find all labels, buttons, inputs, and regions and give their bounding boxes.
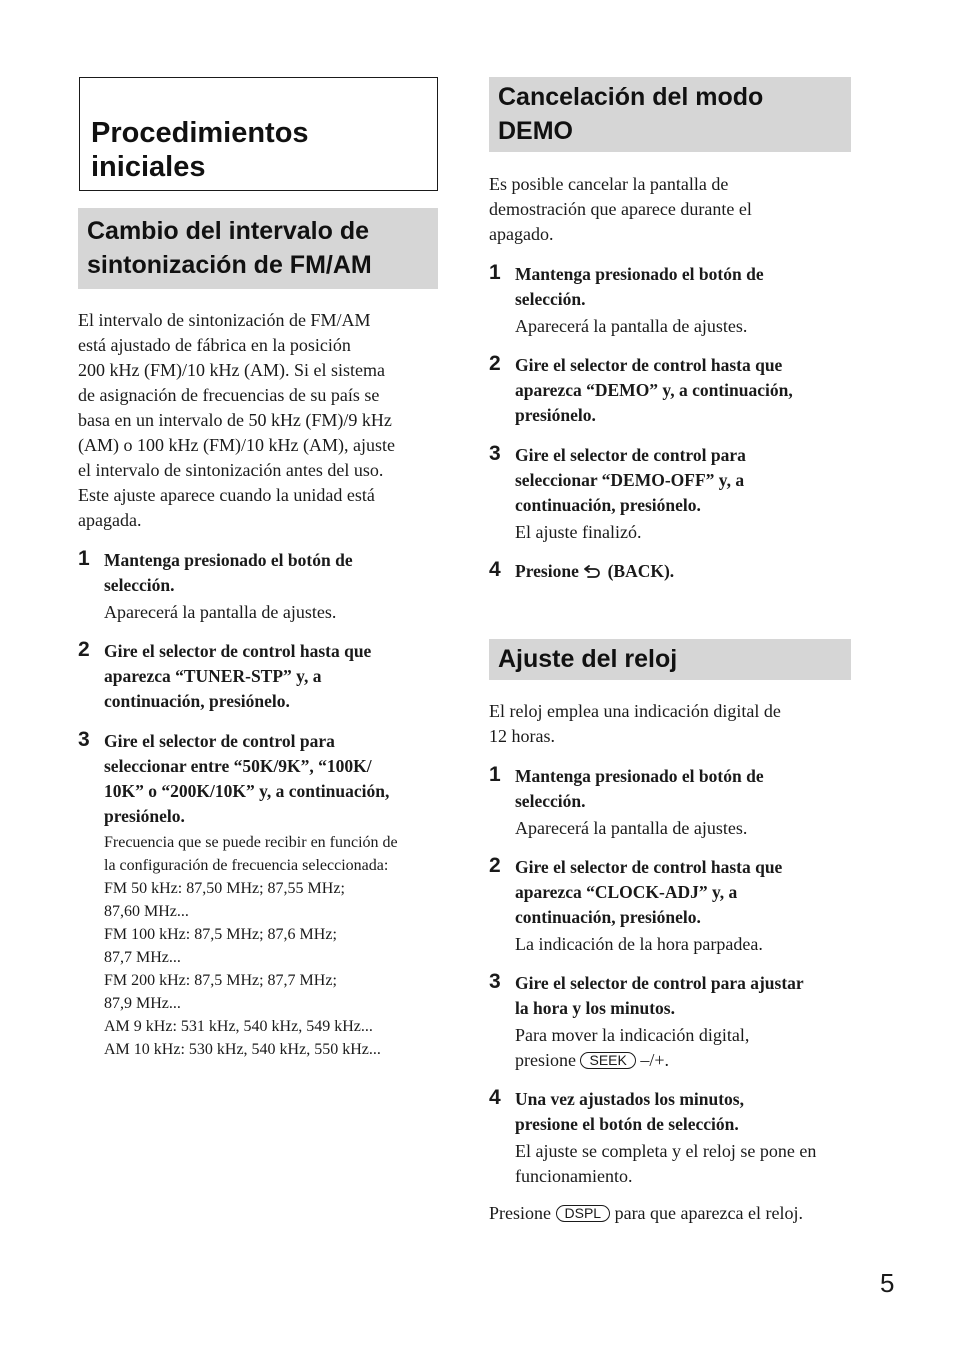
step-instruction: Gire el selector de control hasta que aparezca “CLOCK-ADJ” y, a continuación, presiónelo. xyxy=(515,857,783,927)
clock-footer-note: Presione DSPL para que aparezca el reloj. xyxy=(489,1203,803,1223)
step-instruction: Mantenga presionado el botón de selección. xyxy=(104,550,353,595)
section-heading-clock-text: Ajuste del reloj xyxy=(498,645,678,673)
chapter-title: Procedimientos iniciales xyxy=(91,117,309,183)
section-heading-demo-text: Cancelación del modo DEMO xyxy=(498,83,764,145)
step-number: 4 xyxy=(489,1086,501,1109)
step-result: Aparecerá la pantalla de ajustes. xyxy=(515,818,748,838)
section-heading-clock xyxy=(489,639,851,680)
step-number: 3 xyxy=(489,442,501,465)
tuning-step-3 xyxy=(78,729,438,1061)
step-instruction: Una vez ajustados los minutos, presione el botón de selección. xyxy=(515,1089,744,1134)
frequency-details: Frecuencia que se puede recibir en función de la configuración de frecuencia seleccionada: FM 50 kHz: 87,50 MHz; 87,55 MHz; 87,60 MHz... FM 100 kHz: 87,5 MHz; 87,6 MHz; 87,7 MHz... FM 200 kHz: 87,5 MHz; 87,7 MHz; 87,9 MHz... AM 9 kHz: 531 kHz, 540 kHz, 549 kHz... AM 10 kHz: 530 kHz, 540 kHz, 550 kHz... xyxy=(104,834,398,1058)
step-instruction: Gire el selector de control para seleccionar entre “50K/9K”, “100K/ 10K” o “200K/10K” y, a continuación, presiónelo. xyxy=(104,731,390,826)
step-result: Aparecerá la pantalla de ajustes. xyxy=(104,602,337,622)
demo-step-2 xyxy=(489,353,851,428)
step-result: El ajuste se completa y el reloj se pone en funcionamiento. xyxy=(515,1141,817,1186)
step-instruction: Gire el selector de control hasta que aparezca “TUNER-STP” y, a continuación, presiónelo. xyxy=(104,641,372,711)
section-heading-tuning xyxy=(78,208,438,289)
clock-step-2 xyxy=(489,855,851,957)
dspl-button-label: DSPL xyxy=(556,1205,611,1222)
step-number: 1 xyxy=(78,547,90,570)
demo-intro: Es posible cancelar la pantalla de demostración que aparece durante el apagado. xyxy=(489,174,752,244)
step-instruction: Mantenga presionado el botón de selección. xyxy=(515,264,764,309)
demo-step-3 xyxy=(489,443,851,545)
step-result: Aparecerá la pantalla de ajustes. xyxy=(515,316,748,336)
step-instruction: Gire el selector de control para seleccionar “DEMO-OFF” y, a continuación, presiónelo. xyxy=(515,445,746,515)
step-instruction: Gire el selector de control para ajustar la hora y los minutos. xyxy=(515,973,804,1018)
left-column xyxy=(78,77,438,1061)
step-number: 2 xyxy=(489,854,501,877)
step-number: 1 xyxy=(489,763,501,786)
step-number: 2 xyxy=(78,638,90,661)
back-arrow-icon xyxy=(583,564,603,578)
step-result: Para mover la indicación digital, presione SEEK –/+. xyxy=(515,1025,750,1070)
clock-intro: El reloj emplea una indicación digital de 12 horas. xyxy=(489,701,781,746)
step-result: La indicación de la hora parpadea. xyxy=(515,934,763,954)
right-column xyxy=(489,77,851,1226)
step-instruction: Presione (BACK). xyxy=(515,561,675,581)
step-number: 4 xyxy=(489,558,501,581)
tuning-step-2 xyxy=(78,639,438,714)
section-heading-demo xyxy=(489,77,851,152)
page-number: 5 xyxy=(880,1268,895,1298)
chapter-title-box xyxy=(79,77,438,191)
demo-step-4 xyxy=(489,559,851,584)
tuning-step-1 xyxy=(78,548,438,625)
clock-step-3 xyxy=(489,971,851,1073)
tuning-intro: El intervalo de sintonización de FM/AM está ajustado de fábrica en la posición 200 kHz (FM)/10 kHz (AM). Si el sistema de asignación de frecuencias de su país se basa en un intervalo de 50 kHz (FM)/9 kHz (AM) o 100 kHz (FM)/10 kHz (AM), ajuste el intervalo de sintonización antes del uso. Este ajuste aparece cuando la unidad está apagada. xyxy=(78,310,395,530)
demo-step-1 xyxy=(489,262,851,339)
seek-button-label: SEEK xyxy=(580,1052,635,1069)
step-instruction: Mantenga presionado el botón de selección. xyxy=(515,766,764,811)
section-heading-tuning-text: Cambio del intervalo de sintonización de FM/AM xyxy=(87,217,372,279)
step-number: 2 xyxy=(489,352,501,375)
clock-step-4 xyxy=(489,1087,851,1189)
step-number: 3 xyxy=(489,970,501,993)
step-number: 1 xyxy=(489,261,501,284)
step-result: El ajuste finalizó. xyxy=(515,522,642,542)
clock-step-1 xyxy=(489,764,851,841)
step-instruction: Gire el selector de control hasta que aparezca “DEMO” y, a continuación, presiónelo. xyxy=(515,355,793,425)
step-number: 3 xyxy=(78,728,90,751)
